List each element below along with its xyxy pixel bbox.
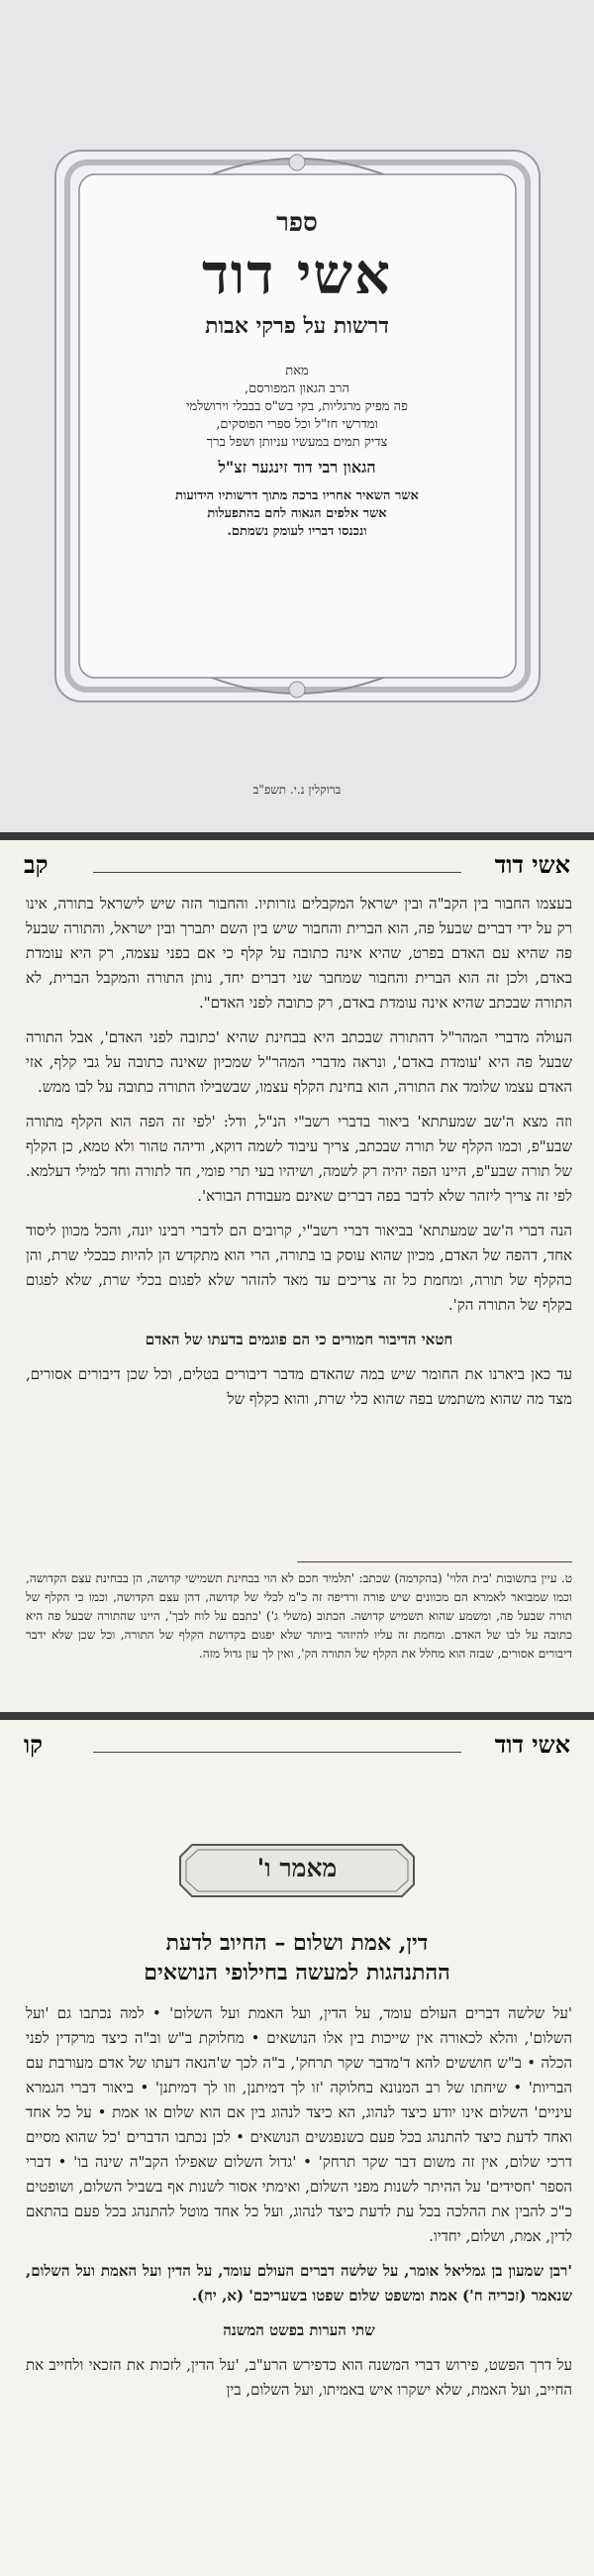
body-paragraph: וזה מצא ה'שב שמעתתא' ביאור בדברי רשב"י הנ"ל, ודל: 'לפי זה הפה הוא הקלף מתורה שבע"פ, וכמו הקלף של תורה שבכתב, צריך עיבוד לשמה דוקא, ודיהה טהור ולא טמא, כן הקלף של תורה שבע"פ, היינו הפה יהיה רק לשמה, ושיהיו בעי תרי פומי, חד לתורה וחד למילי דעלמא. לפי זה צריך ליזהר שלא לדבר בפה דברים שאינם מעבודת הבורא'. bbox=[26, 1113, 572, 1205]
cover-title-main: אשי דוד bbox=[202, 242, 392, 307]
cover-author-line: ומדרשי חז"ל וכל ספרי הפוסקים, bbox=[216, 417, 378, 432]
header-rule bbox=[93, 1752, 461, 1753]
page-number: קו bbox=[24, 1730, 43, 1759]
cover-author-line: פה מפיק מרגליות, בקי בש"ס בבבלי וירושלמי bbox=[186, 399, 408, 414]
body-paragraph: הנה דברי ה'שב שמעתתא' בביאור דברי רשב"י, קרובים הם לדברי רבינו יונה, והכל מכוון ליסוד אחד, דהפה של האדם, מכיון שהוא עוסק בו בתורה, הרי הוא מתקדש הן להיות כבכלי שרת, והן כהקלף של תורה, ומחמת כל זה צריכים עד מאד להזהר שלא לפגום בכלי שרת, שלא לפגום בקלף של התורה הק'. bbox=[26, 1222, 572, 1314]
chapter-label: מאמר ו' bbox=[256, 1854, 338, 1882]
running-header bbox=[24, 850, 570, 886]
footnote-separator bbox=[297, 1561, 572, 1562]
cover-description-line: אשר השאיר אחריו ברכה מתוך דרשותיו הידועות bbox=[175, 488, 419, 503]
cover-author-name: הגאון רבי דוד זינגער זצ"ל bbox=[218, 458, 376, 477]
cover-author-line: הרב הגאון המפורסם, bbox=[245, 381, 349, 396]
section-heading: חטאי הדיבור חמורים כי הם פוגמים בדעתו של האדם bbox=[145, 1331, 453, 1348]
chapter-title-line: דין, אמת ושלום – החיוב לדעת bbox=[165, 1930, 429, 1956]
book-cover bbox=[0, 0, 594, 832]
cover-description-line: אשר אלפים הגאוה לחם בהתפעלות bbox=[207, 506, 387, 521]
cover-title-small: ספר bbox=[276, 208, 318, 238]
body-paragraph: העולה מדברי המהר"ל דהתורה שבכתב היא בבחינת שהיא 'כתובה לפני האדם', אבל התורה שבעל פה היא 'עומדת באדם', ונראה מדברי המהר"ל שמכיון שאינה כתובה על גבי קלף, אזי האדם עצמו שלומד את התורה, הוא בחינת הקלף עצמו, שבשבילו התורה כתובה על לבו ממש. bbox=[26, 1028, 572, 1096]
page-body bbox=[26, 892, 572, 1422]
chapter-title bbox=[40, 1928, 554, 1987]
body-paragraph: בעצמו החבור בין הקב"ה ובין ישראל המקבלים גזרותיו. והחבור הזה שיש לישראל בתורה, אינו רק על ידי דברים שבעל פה, הוא הברית והחבור שיש בין השם יתברך ובין ישראל, והתורה שבעל פה שהיא עם האדם בפרט, שהיא אינה כתובה על קלף כי אם בפני עצמה, רק היא עומדת באדם, ולכן זה הוא הברית והחבור שמחבר שני דברים יחד, נותן התורה והמקבל הברית, לא התורה שבכתב שהיא אינה עומדת באדם, רק כתובה לפני האדם". bbox=[26, 895, 572, 1012]
header-rule bbox=[93, 872, 461, 873]
cover-description-line: ונכנסו דבריו לעומק נשמתם. bbox=[227, 524, 367, 539]
cover-title-block bbox=[119, 208, 475, 541]
section-heading: שתי הערות בפשט המשנה bbox=[223, 2321, 375, 2339]
running-title: אשי דוד bbox=[494, 850, 570, 879]
running-header bbox=[24, 1730, 570, 1766]
book-page-a bbox=[0, 840, 594, 1712]
body-paragraph: על דרך הפשט, פירוש דברי המשנה הוא כדפירש הרע"ב, 'על הדין, לזכות את הזכאי ולחייב את החייב, ועל האמת, שלא ישקרו איש באמיתו, ועל השלום, בין bbox=[26, 2356, 572, 2399]
mishna-quote: 'רבן שמעון בן גמליאל אומר, על שלשה דברים העולם עומד, על הדין ועל האמת ועל השלום, שנאמר (זכריה ח') אמת ומשפט שלום שפטו בשעריכם' (א, יח). bbox=[26, 2262, 572, 2305]
cover-subtitle: דרשות על פרקי אבות bbox=[205, 313, 389, 339]
cover-imprint: ברוקלין נ.י. תשפ"ב bbox=[252, 783, 342, 797]
running-title: אשי דוד bbox=[494, 1730, 570, 1759]
page-number: קב bbox=[24, 850, 49, 879]
body-paragraph: עד כאן ביארנו את החומר שיש במה שהאדם מדבר דיבורים בטלים, וכל שכן דיבורים אסורים, מצד מה שהוא משתמש בפה שהוא כלי שרת, והוא כקלף של bbox=[26, 1365, 572, 1408]
page-body bbox=[26, 2001, 572, 2413]
cover-by-line: מאת bbox=[285, 364, 309, 378]
cover-author-line: צדיק תמים במעשיו עניותן ושפל ברך bbox=[206, 435, 388, 450]
chapter-title-line: ההתנהגות למעשה בחילופי הנושאים bbox=[144, 1960, 450, 1986]
footnote: ט. עיין בתשובות 'בית הלוי' (בהקדמה) שכתב: 'תלמיד חכם לא הוי בבחינת תשמישי קדושה, הן בבחינת עצם הקדושה, וכמו שמבואר לאמרא הם מכוונים שיש פורה ורדיפה זה כ"מ לכלי של קדושה, דהן עצם הקדושה, וכמו כי הקלף של תורה שבעל פה, ומשמע שהוא תשמיש קדושה. הכתוב (משלי ג') 'כתבם על לוח לבך', היינו שהתורה שבעל פה היא כתובה על לבו של האדם. ומחמת זה עליו להיזהר ביותר שלא יפגום בקדושת הקלף של התורה, וכל שכן שלא ידבר דיבורים אסורים, שבזה הוא מחלל את הקלף של התורה הק', ואין לך עון גדול מזה. bbox=[26, 1571, 572, 1661]
body-paragraph: 'על שלשה דברים העולם עומד, על הדין, ועל האמת ועל השלום' • למה נכתבו גם 'ועל השלום', והלא לכאורה אין שייכות בין אלו הנושאים • מחלוקת ב"ש וב"ה כיצד מרקדין לפני הכלה • ב"ש חוששים להא ד'מדבר שקר תרחק', ב"ה לכך ש'הנאה דעתו של אדם מעורבת עם הבריות' • שיחתו של רב המנונא בחלוקה 'זו לך דמיתנן, וזו לך דמיתנן' • ביאור דברי הגמרא עיניים' השלום אינו יודע כיצד לנהוג, הא כיצד לנהוג בין אם הוא שלום או אמת • על כל אחד ואחד לדעת כיצד להתנהג בכל פעם כשנפגשים הנושאים • לכן נכתבו הדברים 'כל שהוא מסיים דרכי שלום, אין זה משום דבר שקר תרחק' • 'גדול השלום שאפילו הקב"ה שינה בו' • דברי הספר 'חסידים' על ההיתר לשנות מפני השלום, ואימתי אסור לשנות אף בשביל השלום, ושופטים כ"כ להבין את ההלכה בכל עת לדעת כיצד לנהוג, ועל כל אחד מוטל להתנהג בכל פעם בהתאם לדין, אמת, ושלום, יחדיו. bbox=[26, 2004, 572, 2245]
